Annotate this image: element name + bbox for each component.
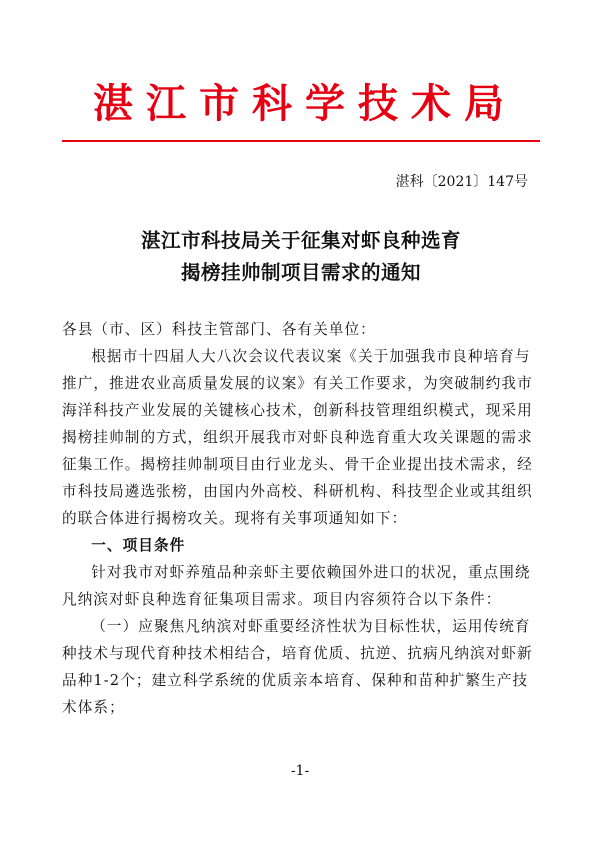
section-heading-project-conditions: 一、项目条件 [91, 537, 186, 554]
paragraph-background: 根据市十四届人大八次会议代表议案《关于加强我市良种培育与推广，推进农业高质量发展的议案》有关工作要求，为突破制约我市海洋科技产业发展的关键核心技术，创新科技管理组织模式，现采用揭榜挂帅制的方式，组织开展我市对虾良种选育重大攻关课题的需求征集工作。揭榜挂帅制项目由行业龙头、骨干企业提出技术需求，经市科技局遴选张榜，由国内外高校、科研机构、科技型企业或其组织的联合体进行揭榜攻关。现将有关事项通知如下： [62, 348, 533, 527]
salutation: 各县（市、区）科技主管部门、各有关单位： [62, 321, 376, 338]
notice-title-line-1: 湛江市科技局关于征集对虾良种选育 [140, 229, 461, 252]
paragraph-project-scope: 针对我市对虾养殖品种亲虾主要依赖国外进口的状况，重点围绕凡纳滨对虾良种选育征集项目需求。项目内容须符合以下条件： [62, 564, 531, 608]
page-number: -1- [290, 763, 310, 779]
agency-header: 湛江市科学技术局 [93, 80, 517, 127]
notice-body [62, 316, 540, 721]
paragraph-condition-1: （一）应聚焦凡纳滨对虾重要经济性状为目标性状，运用传统育种技术与现代育种技术相结合，培育优质、抗逆、抗病凡纳滨对虾新品种1-2个；建立科学系统的优质亲本培育、保种和苗种扩繁生产技术体系； [62, 618, 533, 716]
notice-title-line-2: 揭榜挂帅制项目需求的通知 [180, 261, 421, 284]
document-number: 湛科〔2021〕147号 [395, 174, 528, 190]
red-divider-line [62, 140, 540, 142]
